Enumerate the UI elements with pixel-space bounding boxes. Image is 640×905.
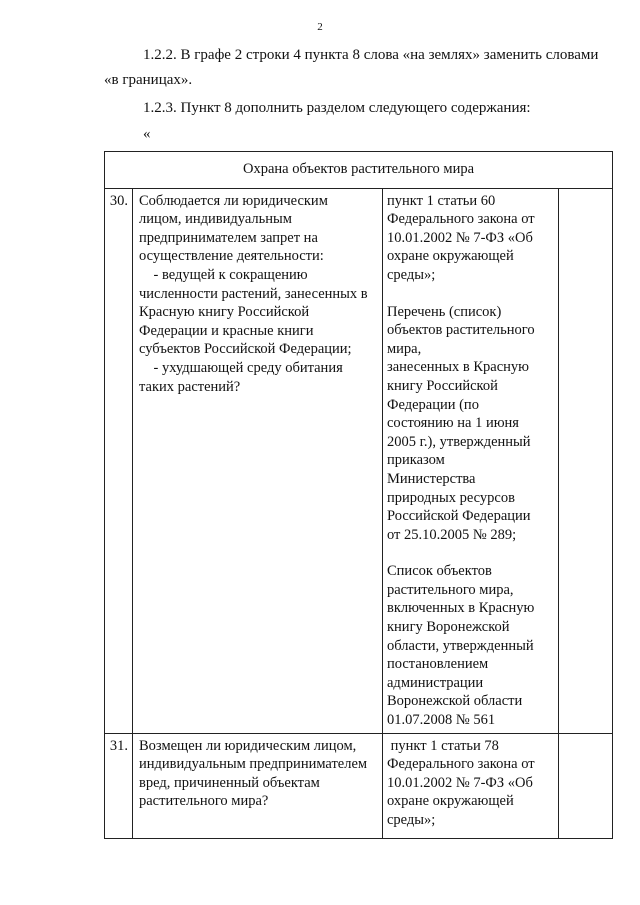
question-cell <box>133 188 383 733</box>
table-header-row <box>105 152 613 189</box>
question-line: осуществление деятельности: <box>139 248 324 265</box>
legal-reference-cell <box>383 733 559 838</box>
reference-line: Российской Федерации <box>387 508 531 525</box>
reference-line: приказом <box>387 452 445 469</box>
requirements-table <box>104 151 613 839</box>
page-number: 2 <box>317 21 323 33</box>
reference-line: охране окружающей <box>387 248 514 265</box>
reference-line: пункт 1 статьи 78 <box>387 737 499 754</box>
question-line: Соблюдается ли юридическим <box>139 192 328 209</box>
mark-cell <box>559 733 613 838</box>
reference-line: администрации <box>387 674 484 691</box>
reference-line: Министерства <box>387 470 476 487</box>
reference-line: состоянию на 1 июня <box>387 415 519 432</box>
question-line: индивидуальным предпринимателем <box>139 756 368 773</box>
paragraph-gap <box>387 285 556 303</box>
question-line: - ведущей к сокращению <box>139 266 308 283</box>
reference-line: области, утвержденный <box>387 637 534 654</box>
question-cell <box>133 733 383 838</box>
question-line: таких растений? <box>139 378 241 395</box>
reference-line: среды»; <box>387 266 436 283</box>
reference-line: включенных в Красную <box>387 600 535 617</box>
reference-line: Федерального закона от <box>387 211 535 228</box>
reference-line: Перечень (список) <box>387 303 502 320</box>
question-line: численности растений, занесенных в <box>139 285 368 302</box>
question-line: Федерации и красные книги <box>139 322 314 339</box>
legal-reference-cell <box>383 188 559 733</box>
reference-line: мира, <box>387 340 422 357</box>
question-line: - ухудшающей среду обитания <box>139 359 343 376</box>
reference-line: постановлением <box>387 656 489 673</box>
reference-line: Воронежской области <box>387 693 523 710</box>
reference-line: Список объектов <box>387 563 492 580</box>
table-row <box>105 188 613 733</box>
mark-cell <box>559 188 613 733</box>
reference-line: 10.01.2002 № 7-ФЗ «Об <box>387 229 533 246</box>
row-number: 30. <box>105 188 133 733</box>
question-line: растительного мира? <box>139 793 269 810</box>
paragraph-1-2-2-line-1: 1.2.2. В графе 2 строки 4 пункта 8 слова «на землях» заменить словами <box>143 47 599 63</box>
reference-line: среды»; <box>387 812 436 828</box>
reference-line: 01.07.2008 № 561 <box>387 712 496 729</box>
reference-line: Федерального закона от <box>387 756 535 773</box>
reference-line: 2005 г.), утвержденный <box>387 433 531 450</box>
opening-quote: « <box>143 126 151 142</box>
question-line: субъектов Российской Федерации; <box>139 341 352 358</box>
reference-line: от 25.10.2005 № 289; <box>387 526 517 543</box>
question-line: Возмещен ли юридическим лицом, <box>139 737 357 754</box>
paragraph-1-2-3: 1.2.3. Пункт 8 дополнить разделом следующего содержания: <box>143 100 531 116</box>
reference-line: объектов растительного <box>387 322 535 339</box>
paragraph-gap <box>387 544 556 562</box>
question-line: лицом, индивидуальным <box>139 211 292 228</box>
reference-line: природных ресурсов <box>387 489 515 506</box>
reference-line: пункт 1 статьи 60 <box>387 192 496 209</box>
table-row <box>105 733 613 838</box>
reference-line: 10.01.2002 № 7-ФЗ «Об <box>387 774 533 791</box>
question-line: Красную книгу Российской <box>139 304 310 321</box>
reference-line: Федерации (по <box>387 396 479 413</box>
reference-line: книгу Воронежской <box>387 619 510 636</box>
question-line: предпринимателем запрет на <box>139 229 318 246</box>
reference-line: книгу Российской <box>387 377 498 394</box>
reference-line: охране окружающей <box>387 793 514 810</box>
reference-line: растительного мира, <box>387 581 514 598</box>
reference-line: занесенных в Красную <box>387 359 530 376</box>
question-line: вред, причиненный объектам <box>139 774 320 791</box>
section-header: Охрана объектов растительного мира <box>105 152 613 189</box>
paragraph-1-2-2-line-2: «в границах». <box>104 72 193 88</box>
row-number: 31. <box>105 733 133 838</box>
